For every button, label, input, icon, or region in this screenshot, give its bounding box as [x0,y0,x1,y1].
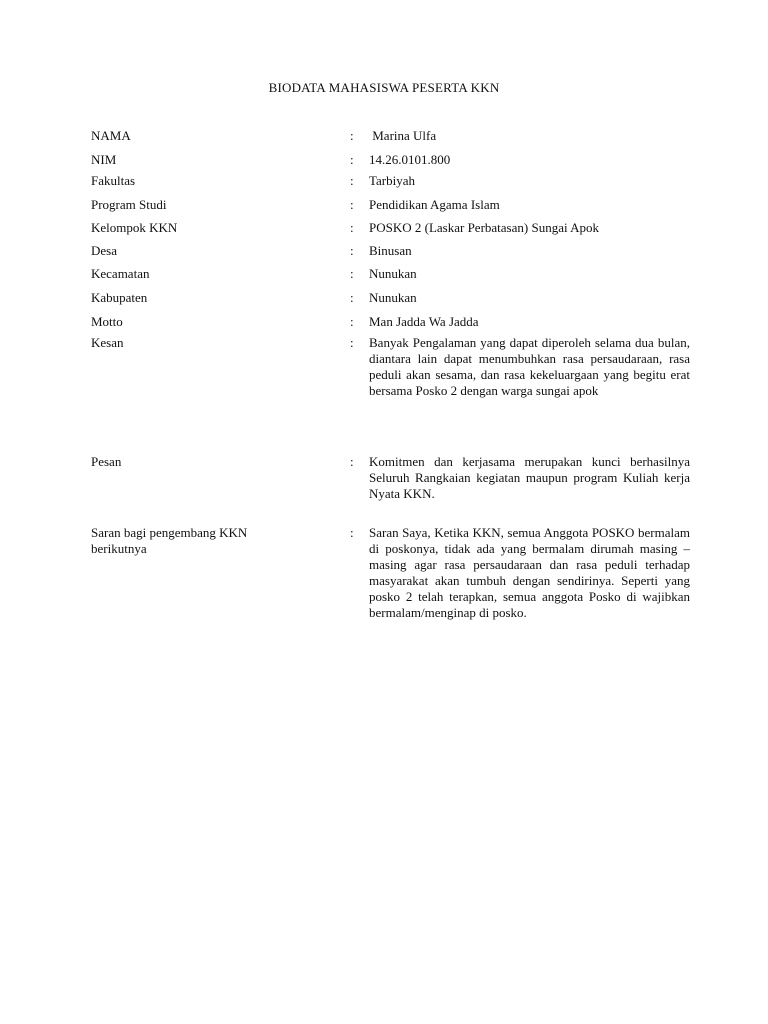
field-colon: : [350,128,354,143]
field-label: NAMA [91,128,131,143]
field-label: Motto [91,314,123,329]
field-colon: : [350,525,354,540]
field-value: Marina Ulfa [369,128,437,143]
field-colon: : [350,335,354,350]
field-colon: : [350,454,354,469]
field-colon: : [350,243,354,258]
field-value: Banyak Pengalaman yang dapat diperoleh selama dua bulan, diantara lain dapat menumbuhkan rasa persaudaraan, rasa peduli akan sesama, dan rasa kekeluargaan yang begitu erat bersama Posko 2 dengan warga sungai apok [369,335,690,398]
field-colon: : [350,266,354,281]
field-value: Nunukan [369,266,417,281]
field-value: Saran Saya, Ketika KKN, semua Anggota POSKO bermalam di poskonya, tidak ada yang bermalam dirumah masing – masing agar rasa persaudaraan dan rasa peduli terhadap masyarakat akan tumbuh dengan sendirinya. Seperti yang posko 2 telah terapkan, semua anggota Posko di wajibkan bermalam/menginap di posko. [369,525,690,620]
field-label: Kesan [91,335,124,350]
field-colon: : [350,152,354,167]
field-value: POSKO 2 (Laskar Perbatasan) Sungai Apok [369,220,599,235]
document-title: BIODATA MAHASISWA PESERTA KKN [268,80,500,95]
field-value: Komitmen dan kerjasama merupakan kunci berhasilnya Seluruh Rangkaian kegiatan maupun program Kuliah kerja Nyata KKN. [369,454,690,501]
field-label: Program Studi [91,197,167,212]
field-colon: : [350,197,354,212]
field-colon: : [350,290,354,305]
field-value: Man Jadda Wa Jadda [369,314,479,329]
field-label: Saran bagi pengembang KKN berikutnya [91,525,248,556]
field-label: NIM [91,152,117,167]
field-value: Nunukan [369,290,417,305]
field-colon: : [350,314,354,329]
field-label: Kabupaten [91,290,148,305]
field-value: Tarbiyah [369,173,416,188]
field-label: Kelompok KKN [91,220,178,235]
field-colon: : [350,173,354,188]
field-colon: : [350,220,354,235]
field-label: Kecamatan [91,266,150,281]
field-label: Pesan [91,454,122,469]
field-value: 14.26.0101.800 [369,152,451,167]
field-label: Desa [91,243,117,258]
field-label: Fakultas [91,173,136,188]
field-value: Pendidikan Agama Islam [369,197,500,212]
field-value: Binusan [369,243,412,258]
